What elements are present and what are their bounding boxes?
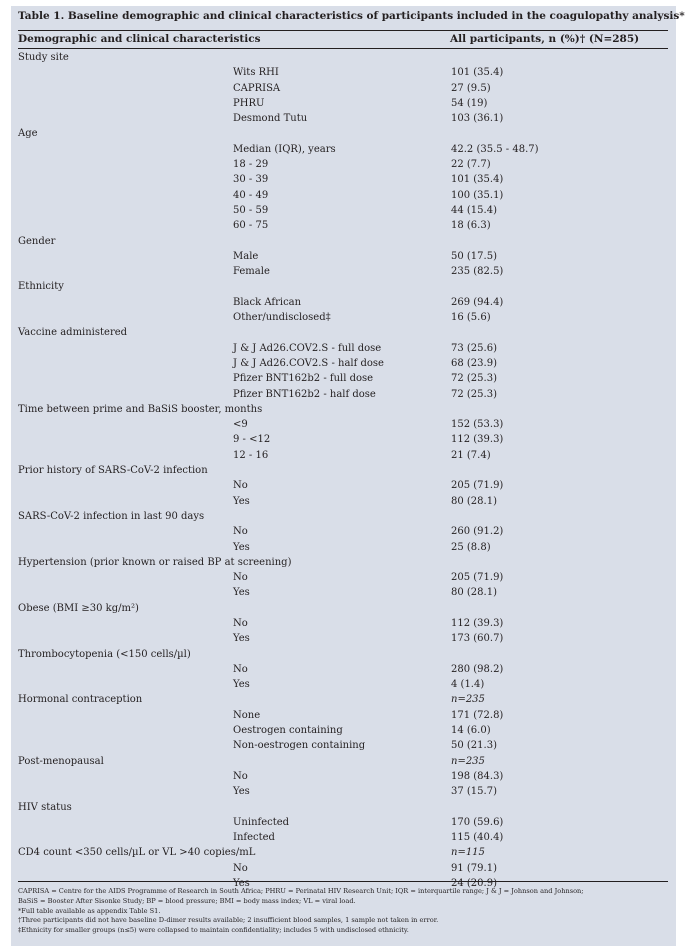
row-label: Infected [233, 832, 275, 844]
category-row [18, 754, 668, 769]
category-count: n=115 [451, 847, 485, 859]
category-label: Hormonal contraception [18, 694, 143, 706]
table-row [18, 494, 668, 509]
category-label: Thrombocytopenia (<150 cells/µl) [18, 648, 191, 660]
category-label: CD4 count <350 cells/µL or VL >40 copies/mL [18, 847, 256, 859]
row-label: Yes [233, 587, 250, 599]
row-label: 50 - 59 [233, 204, 269, 216]
table-row [18, 478, 668, 493]
category-row [18, 126, 668, 141]
row-value: 50 (21.3) [451, 740, 497, 752]
category-row [18, 555, 668, 570]
row-label: J & J Ad26.COV2.S - half dose [233, 357, 384, 369]
category-row [18, 402, 668, 417]
row-value: 68 (23.9) [451, 357, 497, 369]
row-value: 235 (82.5) [451, 266, 504, 278]
row-label: 18 - 29 [233, 159, 269, 171]
row-value: 171 (72.8) [451, 709, 504, 721]
category-label: Ethnicity [18, 281, 64, 293]
category-row [18, 647, 668, 662]
row-value: 198 (84.3) [451, 770, 504, 782]
row-value: 50 (17.5) [451, 250, 497, 262]
table-row [18, 448, 668, 463]
category-row [18, 845, 668, 860]
table-row [18, 524, 668, 539]
table-row [18, 203, 668, 218]
row-label: Yes [233, 633, 250, 645]
category-label: Prior history of SARS-CoV-2 infection [18, 465, 208, 477]
table-row [18, 96, 668, 111]
row-value: 101 (35.4) [451, 67, 504, 79]
row-value: 103 (36.1) [451, 113, 504, 125]
row-label: Female [233, 266, 270, 278]
row-value: 73 (25.6) [451, 342, 497, 354]
row-value: 16 (5.6) [451, 312, 491, 324]
category-label: HIV status [18, 801, 72, 813]
row-label: Black African [233, 296, 302, 308]
header-characteristics: Demographic and clinical characteristics [18, 33, 261, 45]
row-label: Wits RHI [233, 67, 279, 79]
category-count: n=235 [451, 755, 485, 767]
row-value: 25 (8.8) [451, 541, 491, 553]
row-label: Oestrogen containing [233, 725, 343, 737]
category-label: Hypertension (prior known or raised BP at screening) [18, 556, 292, 568]
row-label: No [233, 572, 248, 584]
category-row [18, 601, 668, 616]
row-label: No [233, 617, 248, 629]
row-value: 80 (28.1) [451, 495, 497, 507]
table-row [18, 540, 668, 555]
row-label: No [233, 770, 248, 782]
table-row [18, 585, 668, 600]
table-row [18, 249, 668, 264]
footnote-line: ‡Ethnicity for smaller groups (n≤5) were collapsed to maintain confidentiality; includes 5 with undisclosed ethnicity. [18, 926, 409, 935]
table-row [18, 631, 668, 646]
row-label: Yes [233, 495, 250, 507]
row-value: 44 (15.4) [451, 204, 497, 216]
row-value: 269 (94.4) [451, 296, 504, 308]
table-panel [11, 6, 685, 946]
row-value: 24 (20.9) [451, 878, 497, 890]
category-row [18, 509, 668, 524]
row-label: 60 - 75 [233, 220, 269, 232]
row-value: 205 (71.9) [451, 572, 504, 584]
row-value: 72 (25.3) [451, 373, 497, 385]
row-value: 14 (6.0) [451, 725, 491, 737]
row-label: Non-oestrogen containing [233, 740, 366, 752]
row-value: 22 (7.7) [451, 159, 491, 171]
category-count: n=235 [451, 694, 485, 706]
row-value: 112 (39.3) [451, 617, 504, 629]
category-label: Vaccine administered [18, 327, 128, 339]
row-value: 101 (35.4) [451, 174, 504, 186]
row-label: PHRU [233, 97, 265, 109]
table-row [18, 310, 668, 325]
table-row [18, 432, 668, 447]
row-label: Male [233, 250, 259, 262]
category-label: Post-menopausal [18, 755, 104, 767]
table-row [18, 769, 668, 784]
row-value: 80 (28.1) [451, 587, 497, 599]
table-row [18, 738, 668, 753]
row-value: 4 (1.4) [451, 679, 485, 691]
row-value: 54 (19) [451, 97, 488, 109]
table-row [18, 677, 668, 692]
row-label: CAPRISA [233, 82, 281, 94]
category-label: Time between prime and BaSiS booster, months [18, 403, 263, 415]
table-row [18, 570, 668, 585]
table-row [18, 81, 668, 96]
footnote-line: CAPRISA = Centre for the AIDS Programme of Research in South Africa; PHRU = Perinatal HIV Research Unit; IQR = interquartile range; J & J = Johnson and Johnson; [18, 887, 584, 895]
row-value: 170 (59.6) [451, 816, 504, 828]
row-value: 27 (9.5) [451, 82, 491, 94]
category-label: Study site [18, 52, 69, 63]
row-value: 280 (98.2) [451, 663, 504, 675]
category-row [18, 692, 668, 707]
row-label: 30 - 39 [233, 174, 269, 186]
table-title: Table 1. Baseline demographic and clinical characteristics of participants included in the coagulopathy analysis* [18, 10, 685, 22]
row-label: Other/undisclosed‡ [233, 312, 331, 324]
category-row [18, 50, 668, 65]
row-value: 100 (35.1) [451, 189, 504, 201]
footnote-line: BaSiS = Booster After Sisonke Study; BP = blood pressure; BMI = body mass index; VL = viral load. [18, 896, 356, 905]
row-label: J & J Ad26.COV2.S - full dose [233, 342, 382, 354]
row-value: 260 (91.2) [451, 526, 504, 538]
row-value: 152 (53.3) [451, 419, 504, 431]
row-label: Median (IQR), years [233, 143, 336, 155]
row-label: 9 - <12 [233, 434, 271, 446]
row-label: 12 - 16 [233, 449, 269, 461]
row-label: No [233, 526, 248, 538]
footer-rule [18, 881, 668, 882]
table-row [18, 142, 668, 157]
table-row [18, 371, 668, 386]
row-label: No [233, 480, 248, 492]
row-value: 18 (6.3) [451, 220, 491, 232]
table-row [18, 815, 668, 830]
table-row [18, 417, 668, 432]
category-row [18, 234, 668, 249]
category-label: Obese (BMI ≥30 kg/m²) [18, 602, 139, 614]
row-label: Pfizer BNT162b2 - full dose [233, 373, 374, 385]
table-row [18, 188, 668, 203]
table-row [18, 341, 668, 356]
row-value: 112 (39.3) [451, 434, 504, 446]
row-value: 37 (15.7) [451, 786, 497, 798]
table-row [18, 65, 668, 80]
row-label: Yes [233, 786, 250, 798]
row-value: 42.2 (35.5 - 48.7) [451, 143, 539, 155]
row-label: No [233, 663, 248, 675]
table-row [18, 723, 668, 738]
category-label: SARS-CoV-2 infection in last 90 days [18, 510, 205, 522]
table-row [18, 861, 668, 876]
row-label: Yes [233, 679, 250, 691]
table-body [18, 50, 668, 891]
row-label: Pfizer BNT162b2 - half dose [233, 388, 376, 400]
table-row [18, 616, 668, 631]
footnote-line: †Three participants did not have baseline D-dimer results available; 2 insufficient blood samples, 1 sample not taken in error. [18, 916, 439, 925]
row-label: No [233, 862, 248, 874]
row-label: Yes [233, 541, 250, 553]
header-all-participants: All participants, n (%)† (N=285) [450, 33, 640, 45]
row-value: 115 (40.4) [451, 832, 504, 844]
table-row [18, 662, 668, 677]
category-row [18, 279, 668, 294]
table-row [18, 157, 668, 172]
table-row [18, 295, 668, 310]
category-row [18, 463, 668, 478]
row-label: <9 [233, 419, 248, 431]
row-label: Uninfected [233, 816, 290, 828]
row-value: 72 (25.3) [451, 388, 497, 400]
row-value: 91 (79.1) [451, 862, 497, 874]
table-row [18, 111, 668, 126]
category-row [18, 800, 668, 815]
table-row [18, 784, 668, 799]
table-footnotes [18, 887, 673, 936]
row-label: None [233, 709, 261, 721]
table-row [18, 172, 668, 187]
table-row [18, 218, 668, 233]
row-value: 205 (71.9) [451, 480, 504, 492]
row-value: 21 (7.4) [451, 449, 491, 461]
category-label: Gender [18, 235, 56, 247]
table-header [18, 30, 668, 49]
row-label: 40 - 49 [233, 189, 269, 201]
table-row [18, 264, 668, 279]
row-label: Desmond Tutu [233, 113, 308, 125]
table-row [18, 830, 668, 845]
category-row [18, 325, 668, 340]
row-label: Yes [233, 878, 250, 890]
footnote-line: *Full table available as appendix Table S1. [18, 906, 161, 915]
table-row [18, 708, 668, 723]
table-row [18, 387, 668, 402]
row-value: 173 (60.7) [451, 633, 504, 645]
category-label: Age [18, 128, 38, 140]
table-row [18, 356, 668, 371]
